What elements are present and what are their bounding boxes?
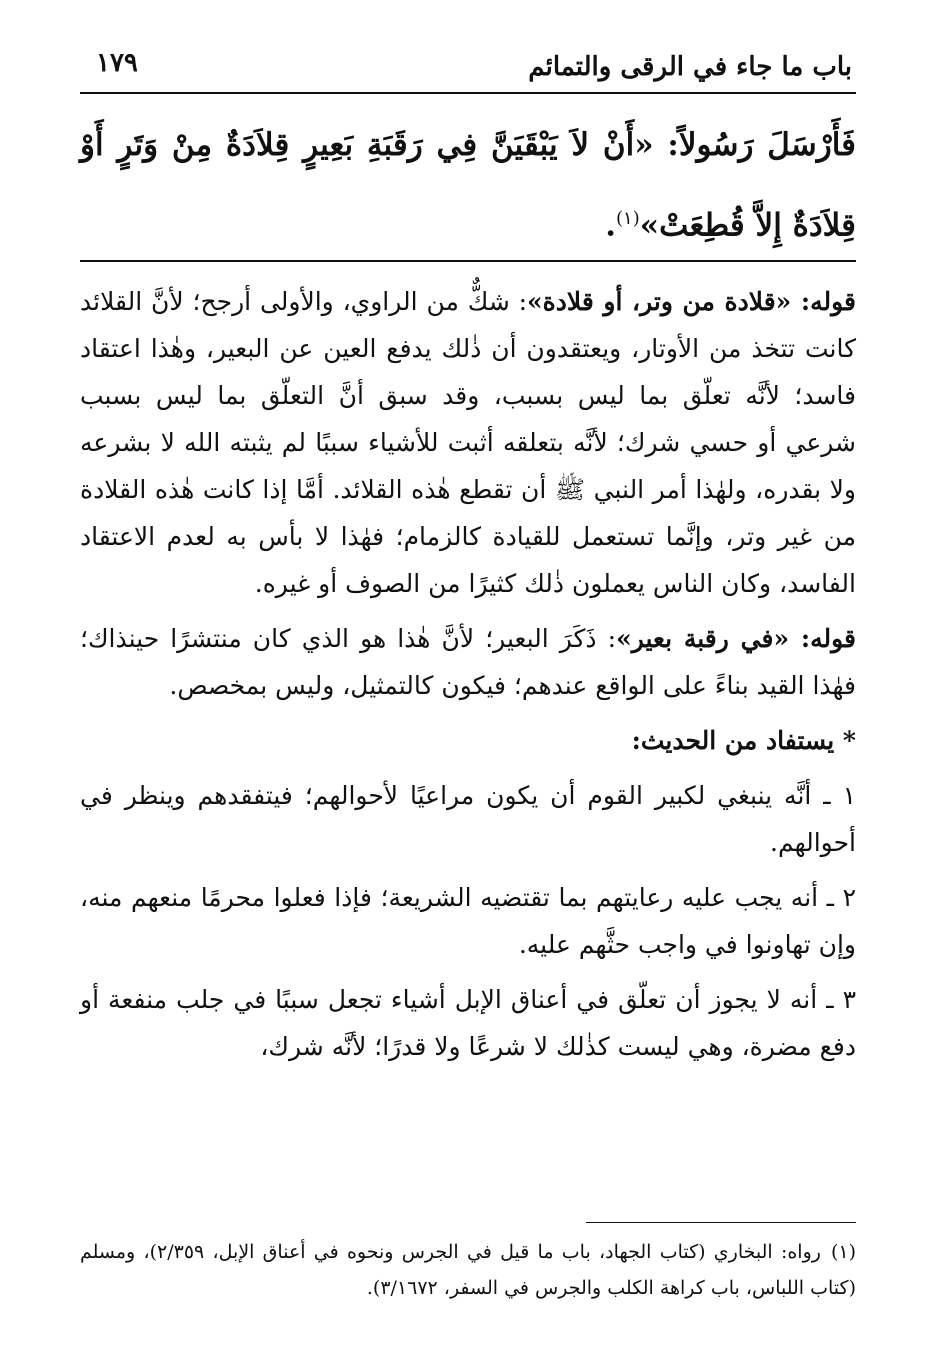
benefit-item: ١ ـ أنَّه ينبغي لكبير القوم أن يكون مراعيًا لأحوالهم؛ فيتفقدهم وينظر في أحوالهم.: [80, 781, 856, 857]
hadith-body: فَأَرْسَلَ رَسُولاً: «أَنْ لاَ يَبْقَيَنَّ فِي رَقَبَةِ بَعِيرٍ قِلاَدَةٌ مِنْ وَتَرٍ أَوْ قِلاَدَةٌ إِلاَّ قُطِعَتْ»: [80, 127, 856, 244]
book-page: [80, 38, 856, 1328]
commentary-paragraph: [80, 278, 856, 607]
footnote-rule: [586, 1222, 856, 1223]
paragraph-lead: قوله: «في رقبة بعير»: [616, 624, 857, 653]
paragraph-text: : ذَكَرَ البعير؛ لأنَّ هٰذا هو الذي كان منتشرًا حينذاك؛ فهٰذا القيد بناءً على الواقع عندهم؛ فيكون كالتمثيل، وليس بمخصص.: [80, 624, 856, 700]
benefit-item: ٣ ـ أنه لا يجوز أن تعلّق في أعناق الإبل أشياء تجعل سببًا في جلب منفعة أو دفع مضرة، وهي ليست كذٰلك لا شرعًا ولا قدرًا؛ لأنَّه شرك،: [80, 985, 856, 1061]
footnote-marker: (١): [830, 1241, 856, 1263]
commentary: [80, 278, 856, 1078]
commentary-paragraph: [80, 615, 856, 709]
paragraph-text: : شكٌّ من الراوي، والأولى أرجح؛ لأنَّ القلائد كانت تتخذ من الأوتار، ويعتقدون أن ذٰلك يدفع العين عن البعير، وهٰذا اعتقاد فاسد؛ لأنَّه تعلّق بما ليس بسبب، وقد سبق أنَّ التعلّق بما ليس بسبب شرعي أو حسي شرك؛ لأنَّه بتعلقه أثبت للأشياء سببًا لم يثبته الله لا بشرعه ولا بقدره، ولهٰذا أمر النبي ﷺ أن تقطع هٰذه القلائد. أمَّا إذا كانت هٰذه القلادة من غير وتر، وإنَّما تستعمل للقيادة كالزمام؛ فهٰذا لا بأس به لعدم الاعتقاد الفاسد، وكان الناس يعملون ذٰلك كثيرًا من الصوف أو غيره.: [80, 287, 856, 598]
paragraph-lead: قوله: «قلادة من وتر، أو قلادة»: [527, 287, 856, 316]
hadith-end: .: [605, 207, 616, 244]
running-title: باب ما جاء في الرقى والتمائم: [528, 52, 852, 82]
hadith-footnote-marker: (١): [616, 208, 640, 229]
footnote: [80, 1234, 856, 1306]
benefit-item: ٢ ـ أنه يجب عليه رعايتهم بما تقتضيه الشريعة؛ فإذا فعلوا محرمًا منعهم منه، وإن تهاونوا في واجب حثَّهم عليه.: [80, 883, 856, 959]
header-rule: [80, 92, 856, 94]
page-header: [80, 38, 856, 88]
footnote-text: رواه: البخاري (كتاب الجهاد، باب ما قيل في الجرس ونحوه في أعناق الإبل، ٢/٣٥٩)، ومسلم (كتاب اللباس، باب كراهة الكلب والجرس في السفر، ٣/١٦٧٢).: [80, 1241, 856, 1299]
section-rule: [80, 260, 856, 262]
hadith-text: [80, 108, 856, 262]
page-number: ١٧٩: [96, 48, 138, 78]
benefits-heading: * يستفاد من الحديث:: [631, 726, 856, 755]
